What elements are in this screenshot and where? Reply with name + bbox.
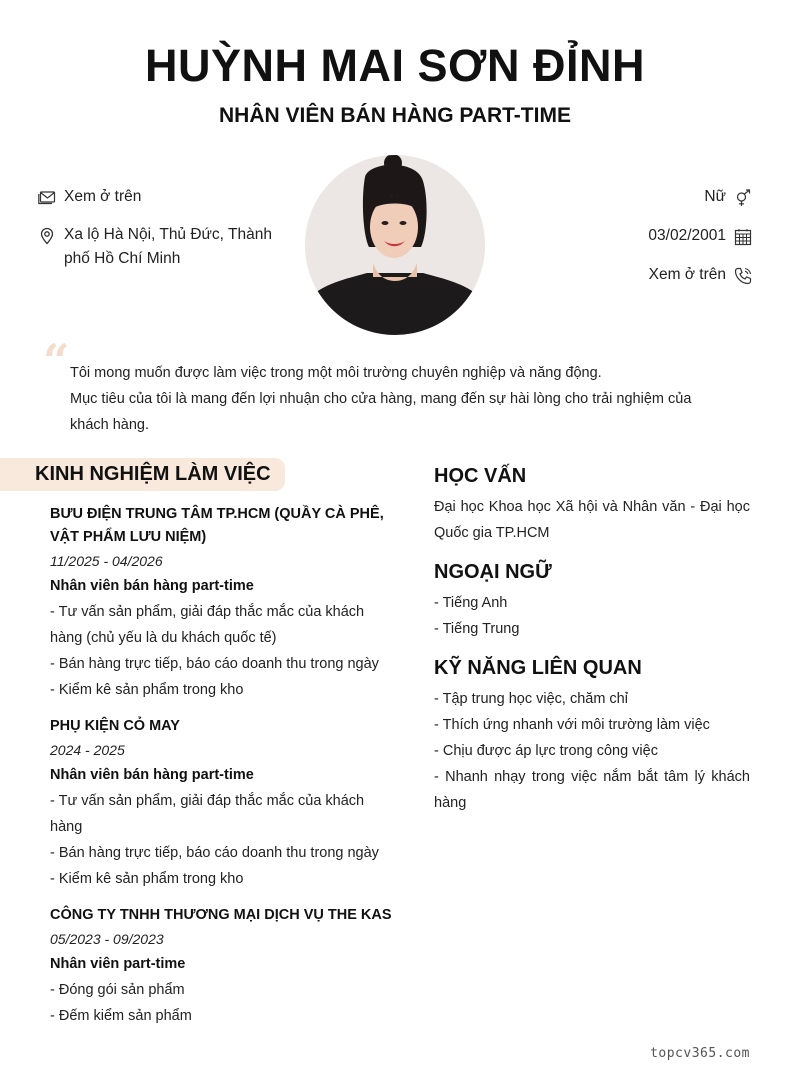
job-period: 11/2025 - 04/2026 <box>50 553 163 569</box>
phone-value: Xem ở trên <box>648 266 726 283</box>
language-item: - Tiếng Trung <box>434 621 520 637</box>
mail-icon <box>38 189 56 205</box>
job-task: - Kiểm kê sản phẩm trong kho <box>50 871 244 887</box>
portrait-photo <box>305 155 485 335</box>
job-entry <box>50 904 395 1029</box>
job-task: - Bán hàng trực tiếp, báo cáo doanh thu trong ngày <box>50 845 379 861</box>
job-company: CÔNG TY TNHH THƯƠNG MẠI DỊCH VỤ THE KAS <box>50 907 392 923</box>
job-task: - Đóng gói sản phẩm <box>50 982 185 998</box>
job-entry <box>50 503 395 703</box>
job-role: Nhân viên part-time <box>50 956 186 972</box>
contact-email <box>38 185 298 209</box>
objective-line: Tôi mong muốn được làm việc trong một môi trường chuyên nghiệp và năng động. <box>70 365 602 381</box>
contact-right <box>512 185 752 302</box>
contact-left <box>38 185 298 285</box>
right-column <box>434 462 750 828</box>
skill-item: - Tập trung học việc, chăm chỉ <box>434 691 628 707</box>
education-title: HỌC VẤN <box>434 465 527 487</box>
avatar <box>305 155 485 335</box>
education-section <box>434 462 750 546</box>
job-period: 05/2023 - 09/2023 <box>50 931 164 947</box>
job-task: - Đếm kiểm sản phẩm <box>50 1008 192 1024</box>
quote-icon: “ <box>43 334 70 388</box>
job-period: 2024 - 2025 <box>50 742 125 758</box>
birthday-value: 03/02/2001 <box>648 227 726 244</box>
job-company: BƯU ĐIỆN TRUNG TÂM TP.HCM (QUẦY CÀ PHÊ, VẬT PHẨM LƯU NIỆM) <box>50 506 384 545</box>
contact-gender <box>512 185 752 209</box>
address-value: Xa lộ Hà Nội, Thủ Đức, Thành phố Hồ Chí Minh <box>64 226 272 267</box>
skill-item: - Chịu được áp lực trong công việc <box>434 743 658 759</box>
skills-title: KỸ NĂNG LIÊN QUAN <box>434 657 642 679</box>
job-position: NHÂN VIÊN BÁN HÀNG PART-TIME <box>219 104 571 127</box>
experience-title: KINH NGHIỆM LÀM VIỆC <box>0 458 285 491</box>
job-role: Nhân viên bán hàng part-time <box>50 578 254 594</box>
job-entry <box>50 715 395 892</box>
email-value: Xem ở trên <box>64 188 142 205</box>
skill-item: - Nhanh nhạy trong việc nắm bắt tâm lý khách hàng <box>434 769 750 811</box>
job-task: - Bán hàng trực tiếp, báo cáo doanh thu trong ngày <box>50 656 379 672</box>
education-item: Đại học Khoa học Xã hội và Nhân văn - Đại học Quốc gia TP.HCM <box>434 499 750 541</box>
languages-title: NGOẠI NGỮ <box>434 561 552 583</box>
contact-birthday <box>512 224 752 248</box>
job-task: - Tư vấn sản phẩm, giải đáp thắc mắc của khách hàng (chủ yếu là du khách quốc tế) <box>50 604 365 646</box>
contact-phone <box>512 263 752 287</box>
career-objective <box>70 360 722 438</box>
language-item: - Tiếng Anh <box>434 595 508 611</box>
job-task: - Tư vấn sản phẩm, giải đáp thắc mắc của khách hàng <box>50 793 365 835</box>
contact-address <box>38 223 298 271</box>
skill-item: - Thích ứng nhanh với môi trường làm việc <box>434 717 710 733</box>
footer-watermark: topcv365.com <box>650 1046 750 1061</box>
phone-icon <box>734 267 752 285</box>
job-company: PHỤ KIỆN CỎ MAY <box>50 718 180 734</box>
job-task: - Kiểm kê sản phẩm trong kho <box>50 682 244 698</box>
job-role: Nhân viên bán hàng part-time <box>50 767 254 783</box>
skills-section <box>434 654 750 816</box>
location-icon <box>38 227 56 245</box>
experience-section <box>0 458 400 1041</box>
gender-value: Nữ <box>704 188 726 205</box>
calendar-icon <box>734 228 752 246</box>
objective-line: Mục tiêu của tôi là mang đến lợi nhuận cho cửa hàng, mang đến sự hài lòng cho trải nghiệm của khách hàng. <box>70 391 692 433</box>
languages-section <box>434 558 750 642</box>
gender-icon <box>734 189 752 207</box>
candidate-name: HUỲNH MAI SƠN ĐỈNH <box>145 40 645 91</box>
